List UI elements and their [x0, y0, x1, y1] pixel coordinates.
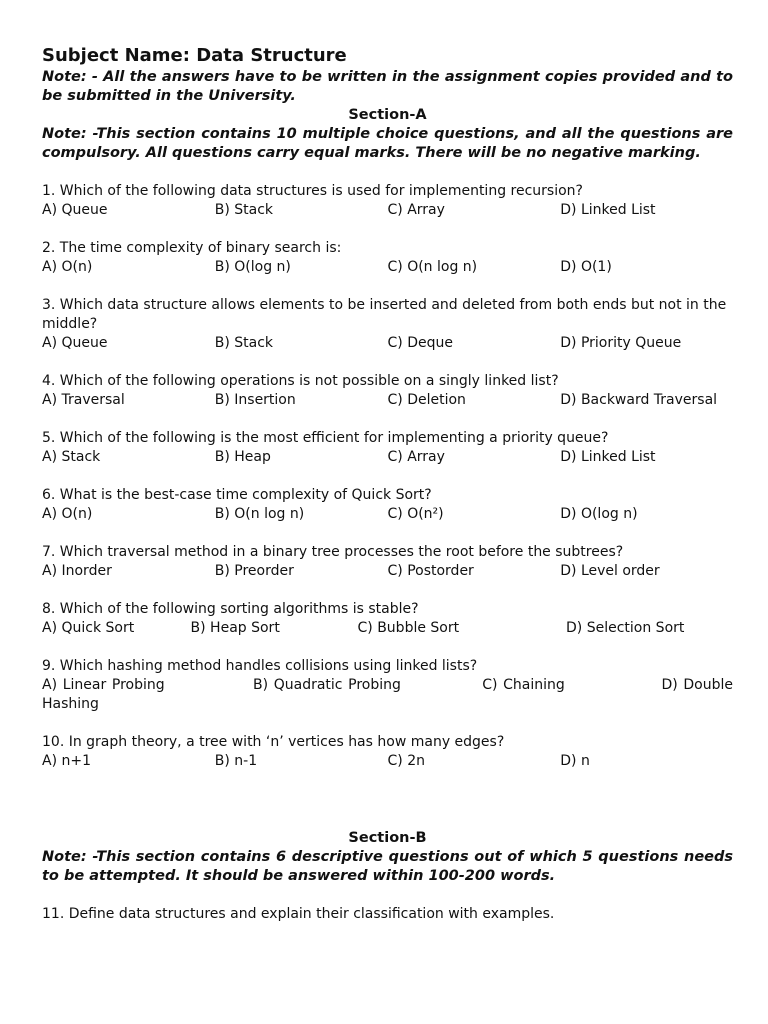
options-row [42, 391, 733, 410]
question-7 [42, 543, 733, 581]
option-b: B) Heap [214, 449, 271, 465]
option-d: D) O(log n) [560, 506, 638, 522]
question-1 [42, 182, 733, 220]
question-10 [42, 733, 733, 771]
option-b: B) Stack [214, 202, 274, 218]
option-b: B) O(log n) [214, 259, 291, 275]
option-a: A) Quick Sort [42, 620, 135, 636]
option-d: D) Level order [560, 563, 660, 579]
option-a: A) Queue [42, 202, 108, 218]
question-6 [42, 486, 733, 524]
option-c: C) Array [387, 202, 445, 218]
options-row [42, 562, 733, 581]
question-8 [42, 600, 733, 638]
options-row [42, 676, 733, 714]
option-c: C) Postorder [387, 563, 474, 579]
section-a-note: Note: -This section contains 10 multiple choice questions, and all the questions are compulsory. All questions carry equal marks. There will be no negative marking. [42, 126, 733, 161]
question-text: 11. Define data structures and explain their classification with examples. [42, 906, 555, 922]
option-a: A) Stack [42, 449, 101, 465]
option-b: B) Stack [214, 335, 274, 351]
option-a: A) O(n) [42, 506, 93, 522]
option-b: B) n-1 [214, 753, 258, 769]
question-text: 3. Which data structure allows elements to be inserted and deleted from both ends but not in the middle? [42, 297, 727, 332]
option-c: C) Array [387, 449, 445, 465]
question-text: 1. Which of the following data structures is used for implementing recursion? [42, 183, 583, 199]
option-a: A) Queue [42, 335, 108, 351]
option-a: A) Inorder [42, 563, 112, 579]
option-b: B) Quadratic Probing [252, 677, 401, 693]
options-row [42, 619, 733, 638]
question-text: 6. What is the best-case time complexity of Quick Sort? [42, 487, 432, 503]
question-text: 9. Which hashing method handles collisions using linked lists? [42, 658, 478, 674]
options-row [42, 258, 733, 277]
general-note: Note: - All the answers have to be written in the assignment copies provided and to be submitted in the University. [42, 69, 733, 104]
options-row [42, 448, 733, 467]
section-b [42, 829, 733, 924]
section-b-note: Note: -This section contains 6 descriptive questions out of which 5 questions needs to be attempted. It should be answered within 100-200 words. [42, 849, 733, 884]
option-c: C) Chaining [482, 677, 565, 693]
question-11 [42, 905, 733, 924]
question-2 [42, 239, 733, 277]
option-a: A) Linear Probing [42, 677, 165, 693]
option-c: C) 2n [387, 753, 425, 769]
question-text: 4. Which of the following operations is not possible on a singly linked list? [42, 373, 559, 389]
option-c: C) O(n log n) [387, 259, 478, 275]
option-d: D) O(1) [560, 259, 612, 275]
option-c: C) Bubble Sort [357, 620, 460, 636]
page-title: Subject Name: Data Structure [42, 45, 347, 66]
option-c: C) O(n²) [387, 506, 444, 522]
options-row [42, 505, 733, 524]
option-a: A) O(n) [42, 259, 93, 275]
document-content [42, 44, 733, 924]
section-a-heading: Section-A [348, 107, 427, 123]
question-5 [42, 429, 733, 467]
option-b: B) O(n log n) [214, 506, 305, 522]
option-d: D) n [560, 753, 590, 769]
section-b-heading: Section-B [348, 830, 427, 846]
option-d: D) Double Hashing [42, 677, 733, 712]
option-b: B) Preorder [214, 563, 294, 579]
question-text: 2. The time complexity of binary search is: [42, 240, 342, 256]
option-c: C) Deletion [387, 392, 466, 408]
question-9 [42, 657, 733, 714]
option-d: D) Linked List [560, 202, 656, 218]
option-b: B) Insertion [214, 392, 296, 408]
option-d: D) Selection Sort [566, 620, 685, 636]
question-text: 10. In graph theory, a tree with ‘n’ vertices has how many edges? [42, 734, 505, 750]
option-a: A) n+1 [42, 753, 91, 769]
option-d: D) Priority Queue [560, 335, 682, 351]
options-row [42, 334, 733, 353]
option-b: B) Heap Sort [190, 620, 280, 636]
option-c: C) Deque [387, 335, 453, 351]
question-text: 7. Which traversal method in a binary tree processes the root before the subtrees? [42, 544, 624, 560]
question-4 [42, 372, 733, 410]
question-3 [42, 296, 733, 353]
option-a: A) Traversal [42, 392, 125, 408]
option-d: D) Linked List [560, 449, 656, 465]
options-row [42, 752, 733, 771]
option-d: D) Backward Traversal [560, 392, 718, 408]
question-text: 5. Which of the following is the most efficient for implementing a priority queue? [42, 430, 609, 446]
options-row [42, 201, 733, 220]
question-text: 8. Which of the following sorting algorithms is stable? [42, 601, 419, 617]
